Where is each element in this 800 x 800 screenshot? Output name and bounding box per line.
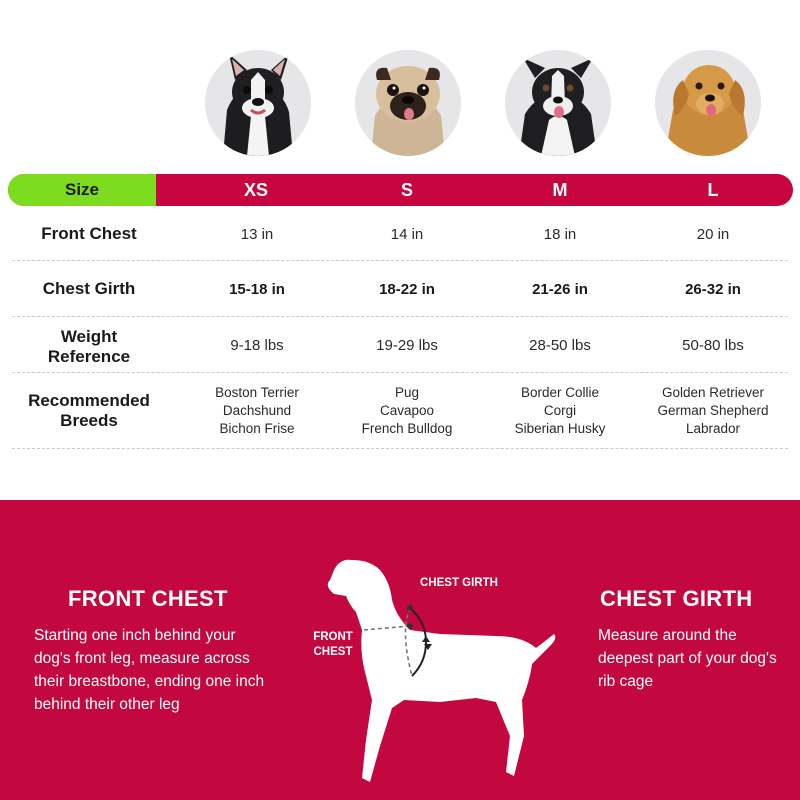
size-header-bar xyxy=(8,174,793,206)
table-cell: 15-18 in xyxy=(229,281,285,298)
dog-measurement-diagram xyxy=(300,550,570,800)
golden-retriever-photo xyxy=(655,50,761,156)
size-l: L xyxy=(707,179,719,200)
table-cell xyxy=(327,384,487,438)
breed-name: French Bulldog xyxy=(361,421,453,436)
breed-name: Border Collie xyxy=(520,385,600,400)
table-cell: 26-32 in xyxy=(685,281,741,298)
table-cell: 28-50 lbs xyxy=(529,337,591,354)
table-cell: 9-18 lbs xyxy=(230,337,284,354)
table-cell: 18 in xyxy=(543,226,577,243)
breed-name: Pug xyxy=(394,385,420,400)
row-label: Chest Girth xyxy=(42,279,136,298)
breed-name: Boston Terrier xyxy=(215,385,299,400)
row-label: Weight Reference xyxy=(47,327,131,366)
breed-name: Golden Retriever xyxy=(661,385,765,400)
table-cell xyxy=(480,384,640,438)
measuring-guide xyxy=(0,500,800,800)
dog-avatar-row xyxy=(0,30,800,165)
size-xs: XS xyxy=(243,179,268,200)
boston-terrier-photo xyxy=(205,50,311,156)
table-cell: 19-29 lbs xyxy=(376,337,438,354)
table-cell: 14 in xyxy=(390,226,424,243)
border-collie-photo xyxy=(505,50,611,156)
size-s: S xyxy=(400,179,413,200)
table-cell xyxy=(177,384,337,438)
table-row-recommended-breeds xyxy=(12,373,788,449)
table-cell: 13 in xyxy=(240,226,274,243)
table-cell xyxy=(633,384,793,438)
front-chest-title: FRONT CHEST xyxy=(68,586,228,611)
chest-girth-description: Measure around the deepest part of your dog's rib cage xyxy=(598,627,777,690)
chest-girth-title: CHEST GIRTH xyxy=(600,586,753,611)
table-cell: 50-80 lbs xyxy=(682,337,744,354)
breed-name: Corgi xyxy=(543,403,577,418)
breed-name: Siberian Husky xyxy=(514,421,606,436)
breed-name: Bichon Frise xyxy=(219,421,295,436)
table-row-chest-girth xyxy=(12,261,788,317)
pug-photo xyxy=(355,50,461,156)
breed-name: German Shepherd xyxy=(657,403,769,418)
table-cell: 21-26 in xyxy=(532,281,588,298)
table-cell: 18-22 in xyxy=(379,281,435,298)
breed-name: Labrador xyxy=(685,421,741,436)
size-label: Size xyxy=(8,174,156,206)
breed-name: Dachshund xyxy=(222,403,292,418)
table-row-weight-reference xyxy=(12,317,788,373)
size-m: M xyxy=(552,179,568,200)
table-row-front-chest xyxy=(12,206,788,261)
breed-name: Cavapoo xyxy=(379,403,435,418)
row-label: Recommended Breeds xyxy=(28,391,150,430)
row-label: Front Chest xyxy=(41,224,137,243)
table-cell: 20 in xyxy=(696,226,730,243)
diagram-chest-girth-label: CHEST GIRTH xyxy=(420,577,498,589)
size-chart-table xyxy=(12,206,788,449)
diagram-front-chest-label: FRONT CHEST xyxy=(313,631,353,658)
front-chest-description: Starting one inch behind your dog's front leg, measure across their breastbone, ending one inch behind their other leg xyxy=(34,627,265,713)
